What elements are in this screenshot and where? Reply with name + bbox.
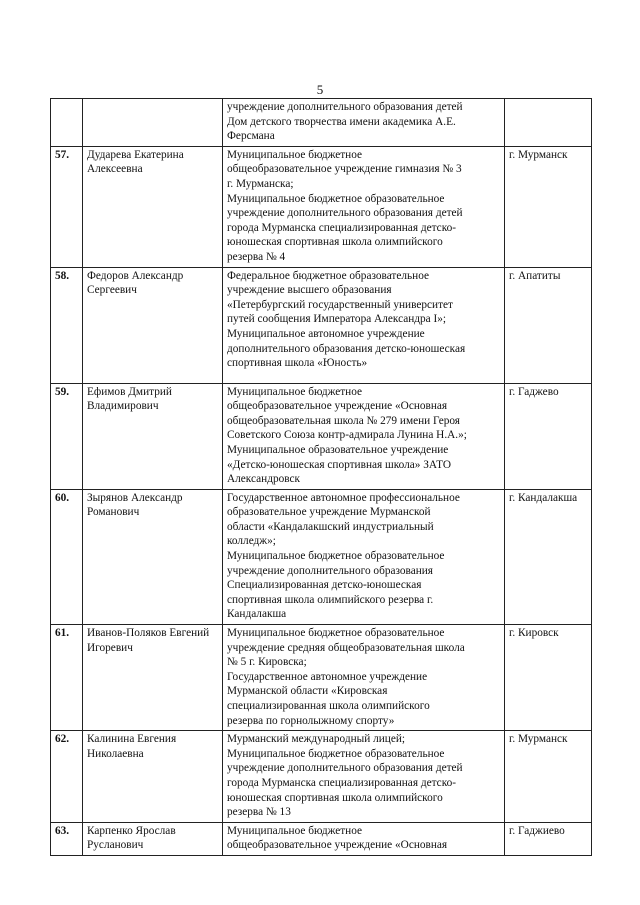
organization-line: «Петербургский государственный университет bbox=[227, 298, 453, 311]
participant-name-cell: Иванов-Поляков Евгений Игоревич bbox=[83, 625, 223, 731]
organization-line: спортивная школа олимпийского резерва г. bbox=[227, 593, 434, 606]
participant-name-cell: Зырянов Александр Романович bbox=[83, 489, 223, 624]
city-cell: г. Мурманск bbox=[505, 146, 592, 267]
city-cell: г. Апатиты bbox=[505, 267, 592, 383]
organization-line: № 5 г. Кировска; bbox=[227, 656, 307, 669]
organization-line: путей сообщения Императора Александра I»; bbox=[227, 313, 447, 326]
organization-line: образовательное учреждение Мурманской bbox=[227, 506, 431, 519]
organization-line: резерва № 4 bbox=[227, 250, 286, 263]
organization-line: города Мурманска специализированная детско- bbox=[227, 776, 457, 789]
row-number-cell: 60. bbox=[51, 489, 83, 624]
organization-line: Дом детского творчества имени академика А.Е. bbox=[227, 115, 456, 128]
participant-name-cell bbox=[83, 99, 223, 147]
participant-name-cell: Федоров Александр Сергеевич bbox=[83, 267, 223, 383]
participant-name-cell: Калинина Евгения Николаевна bbox=[83, 731, 223, 823]
organization-line: учреждение средняя общеобразовательная школа bbox=[227, 641, 465, 654]
city-cell: г. Гаджиево bbox=[505, 822, 592, 855]
organization-line: юношеская спортивная школа олимпийского bbox=[227, 791, 443, 804]
table-row bbox=[51, 146, 592, 267]
organization-line: Муниципальное бюджетное образовательное bbox=[227, 627, 445, 640]
organization-line: учреждение дополнительного образования детей bbox=[227, 762, 463, 775]
roster-table bbox=[50, 98, 592, 856]
organization-cell bbox=[223, 489, 505, 624]
city-cell: г. Кировск bbox=[505, 625, 592, 731]
organization-line: Советского Союза контр-адмирала Лунина Н.А.»; bbox=[227, 429, 467, 442]
table-row-continuation bbox=[51, 99, 592, 147]
organization-line: колледж»; bbox=[227, 535, 276, 548]
row-number-cell: 58. bbox=[51, 267, 83, 383]
organization-line: Государственное автономное профессиональное bbox=[227, 491, 460, 504]
organization-line: Муниципальное бюджетное bbox=[227, 824, 363, 837]
organization-line: Александровск bbox=[227, 473, 301, 486]
table-row bbox=[51, 267, 592, 383]
organization-line: Мурманской области «Кировская bbox=[227, 685, 388, 698]
organization-line: Муниципальное образовательное учреждение bbox=[227, 443, 449, 456]
table-row bbox=[51, 489, 592, 624]
organization-line: области «Кандалакшский индустриальный bbox=[227, 520, 434, 533]
organization-line: г. Мурманска; bbox=[227, 177, 294, 190]
row-number-cell: 61. bbox=[51, 625, 83, 731]
organization-line: учреждение дополнительного образования детей bbox=[227, 207, 463, 220]
organization-line: учреждение высшего образования bbox=[227, 284, 392, 297]
organization-line: юношеская спортивная школа олимпийского bbox=[227, 236, 443, 249]
organization-line: Муниципальное бюджетное образовательное bbox=[227, 747, 445, 760]
city-cell bbox=[505, 99, 592, 147]
organization-line: Государственное автономное учреждение bbox=[227, 670, 428, 683]
organization-line: дополнительного образования детско-юношеская bbox=[227, 342, 466, 355]
organization-line: общеобразовательное учреждение гимназия № 3 bbox=[227, 163, 462, 176]
organization-line: учреждение дополнительного образования bbox=[227, 564, 434, 577]
city-cell: г. Кандалакша bbox=[505, 489, 592, 624]
organization-line: резерва № 13 bbox=[227, 806, 291, 819]
organization-cell bbox=[223, 731, 505, 823]
table-row bbox=[51, 625, 592, 731]
organization-line: «Детско-юношеская спортивная школа» ЗАТО bbox=[227, 458, 451, 471]
row-number-cell: 57. bbox=[51, 146, 83, 267]
organization-line: резерва по горнолыжному спорту» bbox=[227, 714, 395, 727]
organization-cell bbox=[223, 146, 505, 267]
table-row bbox=[51, 383, 592, 489]
organization-cell bbox=[223, 99, 505, 147]
row-number-cell bbox=[51, 99, 83, 147]
participant-name-cell: Карпенко Ярослав Русланович bbox=[83, 822, 223, 855]
city-cell: г. Мурманск bbox=[505, 731, 592, 823]
row-number-cell: 62. bbox=[51, 731, 83, 823]
city-cell: г. Гаджево bbox=[505, 383, 592, 489]
organization-line: спортивная школа «Юность» bbox=[227, 357, 368, 370]
organization-cell bbox=[223, 822, 505, 855]
organization-line: Мурманский международный лицей; bbox=[227, 733, 406, 746]
participant-name-cell: Ефимов Дмитрий Владимирович bbox=[83, 383, 223, 489]
organization-line: Муниципальное бюджетное bbox=[227, 148, 363, 161]
organization-line: учреждение дополнительного образования детей bbox=[227, 101, 463, 113]
organization-line: общеобразовательное учреждение «Основная bbox=[227, 400, 448, 413]
organization-line: города Мурманска специализированная детско- bbox=[227, 221, 457, 234]
organization-line: Муниципальное бюджетное образовательное bbox=[227, 192, 445, 205]
organization-line: общеобразовательная школа № 279 имени Героя bbox=[227, 414, 460, 427]
row-number-cell: 59. bbox=[51, 383, 83, 489]
organization-cell bbox=[223, 267, 505, 383]
organization-line: Муниципальное автономное учреждение bbox=[227, 327, 425, 340]
organization-line: Специализированная детско-юношеская bbox=[227, 579, 422, 592]
organization-line: Муниципальное бюджетное bbox=[227, 385, 363, 398]
page-number: 5 bbox=[316, 82, 324, 97]
row-number-cell: 63. bbox=[51, 822, 83, 855]
organization-line: Ферсмана bbox=[227, 130, 275, 143]
organization-line: Кандалакша bbox=[227, 608, 287, 621]
participant-name-cell: Дударева Екатерина Алексеевна bbox=[83, 146, 223, 267]
table-row bbox=[51, 731, 592, 823]
organization-cell bbox=[223, 383, 505, 489]
organization-line: общеобразовательное учреждение «Основная bbox=[227, 839, 448, 852]
organization-cell bbox=[223, 625, 505, 731]
organization-line: специализированная школа олимпийского bbox=[227, 700, 430, 712]
table-row bbox=[51, 822, 592, 855]
organization-line: Федеральное бюджетное образовательное bbox=[227, 269, 430, 282]
organization-line: Муниципальное бюджетное образовательное bbox=[227, 550, 445, 563]
